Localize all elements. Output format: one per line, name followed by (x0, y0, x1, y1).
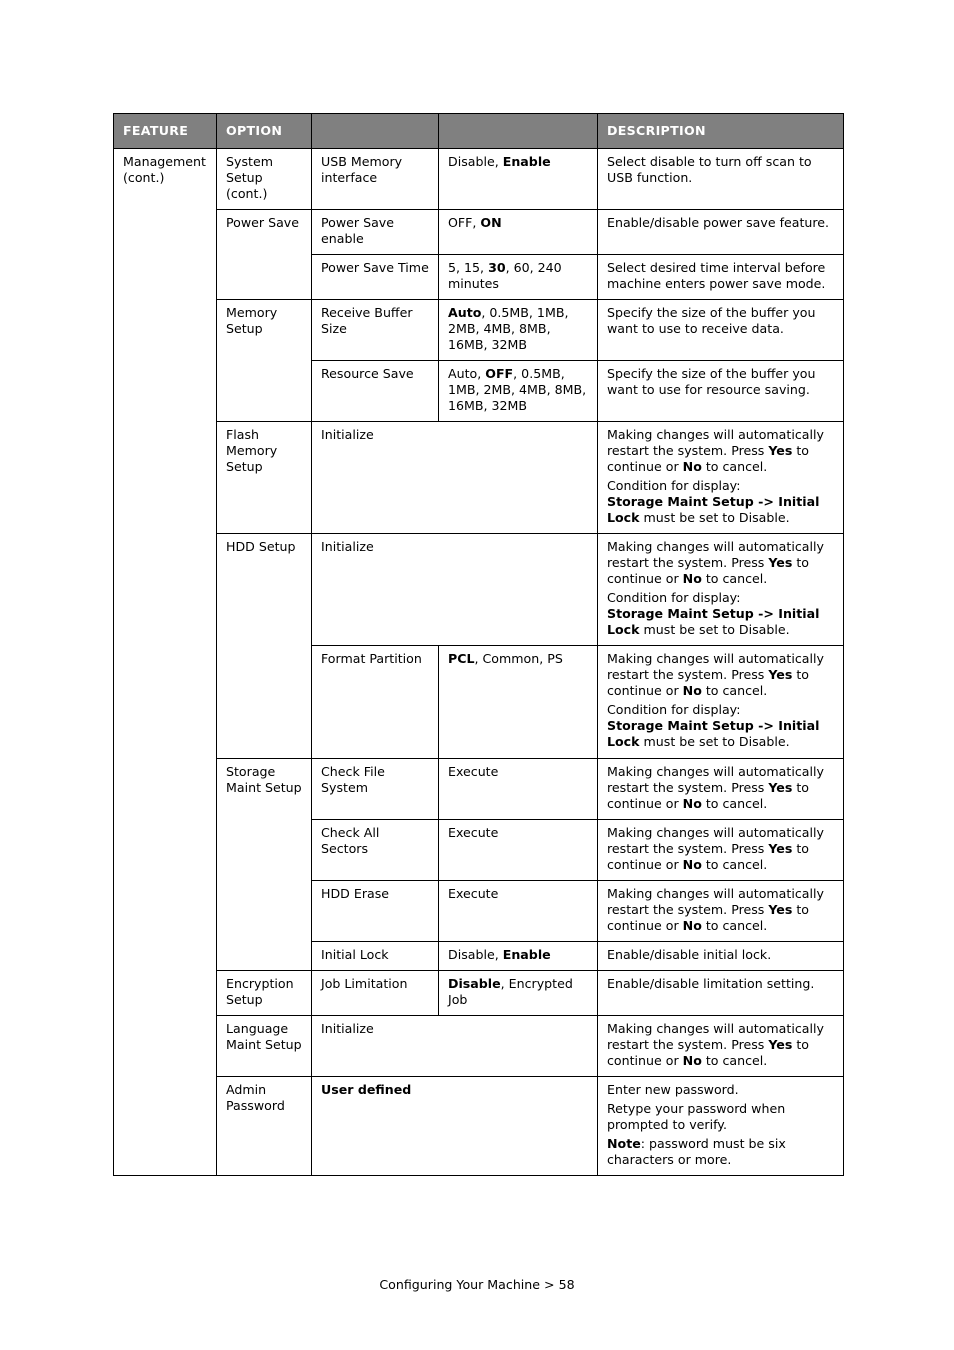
settings-table (113, 113, 844, 1176)
values-cell: Disable, Encrypted Job (439, 971, 598, 1016)
restart-note: Making changes will automatically restart the system. Press Yes to continue or No to cancel. (607, 427, 824, 474)
description-cell (598, 1077, 844, 1176)
option-cell: Power Save (217, 210, 312, 300)
header-description: DESCRIPTION (598, 114, 844, 149)
description-cell: Select desired time interval before machine enters power save mode. (598, 255, 844, 300)
password-note: Note: password must be six characters or more. (607, 1136, 786, 1167)
header-item (312, 114, 439, 149)
item-cell: USB Memory interface (312, 149, 439, 210)
values-cell: Disable, Enable (439, 942, 598, 971)
values-cell: OFF, ON (439, 210, 598, 255)
display-condition: Condition for display: Storage Maint Setup -> Initial Lock must be set to Disable. (607, 590, 820, 637)
item-cell: Initial Lock (312, 942, 439, 971)
description-cell (598, 820, 844, 881)
description-cell: Specify the size of the buffer you want to use for resource saving. (598, 361, 844, 422)
item-cell: HDD Erase (312, 881, 439, 942)
item-cell: Job Limitation (312, 971, 439, 1016)
item-cell: Check File System (312, 759, 439, 820)
option-cell: Memory Setup (217, 300, 312, 422)
description-cell: Enable/disable power save feature. (598, 210, 844, 255)
values-cell: PCL, Common, PS (439, 646, 598, 759)
option-cell: System Setup (cont.) (217, 149, 312, 210)
item-cell: Check All Sectors (312, 820, 439, 881)
description-cell (598, 646, 844, 759)
table-row (114, 1077, 844, 1176)
restart-note: Making changes will automatically restart the system. Press Yes to continue or No to cancel. (607, 1021, 824, 1068)
header-feature: FEATURE (114, 114, 217, 149)
values-cell: 5, 15, 30, 60, 240 minutes (439, 255, 598, 300)
item-cell: Power Save Time (312, 255, 439, 300)
values-cell: Auto, 0.5MB, 1MB, 2MB, 4MB, 8MB, 16MB, 32MB (439, 300, 598, 361)
item-cell: Initialize (312, 534, 598, 646)
feature-cell: Management (cont.) (114, 149, 217, 1176)
display-condition: Condition for display: Storage Maint Setup -> Initial Lock must be set to Disable. (607, 478, 820, 525)
description-cell (598, 534, 844, 646)
table-row (114, 210, 844, 255)
table-row (114, 300, 844, 361)
item-cell: Initialize (312, 422, 598, 534)
values-cell: Disable, Enable (439, 149, 598, 210)
item-cell: Receive Buffer Size (312, 300, 439, 361)
item-cell: Initialize (312, 1016, 598, 1077)
table-row (114, 759, 844, 820)
table-row (114, 422, 844, 534)
header-values (439, 114, 598, 149)
table-row (114, 534, 844, 646)
description-cell (598, 422, 844, 534)
description-cell (598, 759, 844, 820)
password-instruction: Retype your password when prompted to verify. (607, 1101, 786, 1132)
description-cell: Select disable to turn off scan to USB function. (598, 149, 844, 210)
values-cell: Execute (439, 759, 598, 820)
password-instruction: Enter new password. (607, 1082, 739, 1097)
description-cell: Enable/disable limitation setting. (598, 971, 844, 1016)
table-row (114, 971, 844, 1016)
option-cell: Language Maint Setup (217, 1016, 312, 1077)
restart-note: Making changes will automatically restart the system. Press Yes to continue or No to cancel. (607, 764, 824, 811)
description-cell (598, 881, 844, 942)
restart-note: Making changes will automatically restart the system. Press Yes to continue or No to cancel. (607, 539, 824, 586)
option-cell: HDD Setup (217, 534, 312, 759)
option-cell: Admin Password (217, 1077, 312, 1176)
restart-note: Making changes will automatically restart the system. Press Yes to continue or No to cancel. (607, 651, 824, 698)
description-cell: Specify the size of the buffer you want to use to receive data. (598, 300, 844, 361)
item-cell: Format Partition (312, 646, 439, 759)
option-cell: Encryption Setup (217, 971, 312, 1016)
header-option: OPTION (217, 114, 312, 149)
item-cell: Resource Save (312, 361, 439, 422)
item-cell: User defined (312, 1077, 598, 1176)
description-cell (598, 1016, 844, 1077)
display-condition: Condition for display: Storage Maint Setup -> Initial Lock must be set to Disable. (607, 702, 820, 749)
item-cell: Power Save enable (312, 210, 439, 255)
table-row (114, 149, 844, 210)
values-cell: Execute (439, 820, 598, 881)
restart-note: Making changes will automatically restart the system. Press Yes to continue or No to cancel. (607, 825, 824, 872)
restart-note: Making changes will automatically restart the system. Press Yes to continue or No to cancel. (607, 886, 824, 933)
option-cell: Flash Memory Setup (217, 422, 312, 534)
header-row (114, 114, 844, 149)
values-cell: Auto, OFF, 0.5MB, 1MB, 2MB, 4MB, 8MB, 16MB, 32MB (439, 361, 598, 422)
description-cell: Enable/disable initial lock. (598, 942, 844, 971)
option-cell: Storage Maint Setup (217, 759, 312, 971)
values-cell: Execute (439, 881, 598, 942)
table-row (114, 1016, 844, 1077)
page-footer: Configuring Your Machine > 58 (379, 1277, 575, 1292)
